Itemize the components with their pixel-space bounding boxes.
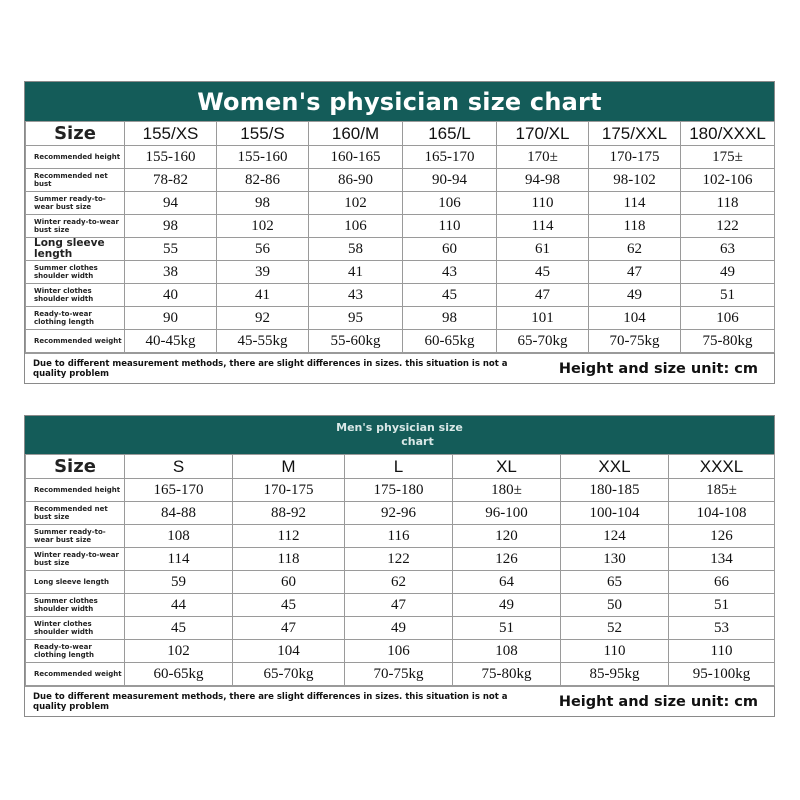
men-table-cell: 112: [233, 525, 345, 548]
women-table-cell: 55: [125, 238, 217, 261]
men-table-cell: 114: [125, 548, 233, 571]
men-size-col-header: M: [233, 455, 345, 479]
men-table-cell: 130: [561, 548, 669, 571]
women-table-cell: 49: [589, 284, 681, 307]
men-row-label: Winter clothes shoulder width: [26, 617, 125, 640]
men-table-row: [26, 548, 775, 571]
men-row-label: Recommended net bust size: [26, 502, 125, 525]
men-table-row: [26, 525, 775, 548]
women-table-cell: 63: [681, 238, 775, 261]
men-unit-label: Height and size unit: cm: [558, 693, 758, 710]
men-size-col-header: S: [125, 455, 233, 479]
men-table-cell: 88-92: [233, 502, 345, 525]
women-footer: [25, 353, 774, 383]
women-table-cell: 114: [497, 215, 589, 238]
women-table-row: [26, 284, 775, 307]
women-table-cell: 39: [217, 261, 309, 284]
women-table-cell: 45-55kg: [217, 330, 309, 353]
women-size-col-header: 170/XL: [497, 122, 589, 146]
women-table-cell: 47: [497, 284, 589, 307]
women-table-cell: 155-160: [217, 146, 309, 169]
women-size-col-header: 180/XXXL: [681, 122, 775, 146]
men-table-cell: 120: [453, 525, 561, 548]
women-row-label: Long sleeve length: [26, 238, 125, 261]
women-table-cell: 122: [681, 215, 775, 238]
women-table-cell: 155-160: [125, 146, 217, 169]
women-size-chart: [24, 81, 775, 384]
women-table-cell: 165-170: [403, 146, 497, 169]
women-table-cell: 106: [681, 307, 775, 330]
men-table-cell: 65-70kg: [233, 663, 345, 686]
women-table-cell: 49: [681, 261, 775, 284]
women-table-cell: 94: [125, 192, 217, 215]
women-table-cell: 45: [497, 261, 589, 284]
women-table-cell: 55-60kg: [309, 330, 403, 353]
men-size-chart: [24, 415, 775, 717]
men-table-cell: 65: [561, 571, 669, 594]
men-chart-title: [25, 416, 774, 454]
men-table-cell: 118: [233, 548, 345, 571]
women-footnote: Due to different measurement methods, there are slight differences in sizes. this situation is not a quality problem: [33, 358, 508, 379]
men-row-label: Recommended height: [26, 479, 125, 502]
men-table-cell: 124: [561, 525, 669, 548]
women-table-cell: 56: [217, 238, 309, 261]
women-row-label: Winter clothes shoulder width: [26, 284, 125, 307]
women-table-cell: 170±: [497, 146, 589, 169]
men-table-cell: 185±: [669, 479, 775, 502]
women-table-cell: 90: [125, 307, 217, 330]
women-table-row: [26, 146, 775, 169]
men-table-cell: 116: [345, 525, 453, 548]
men-size-table: [25, 454, 775, 686]
men-row-label: Recommended weight: [26, 663, 125, 686]
women-chart-title: Women's physician size chart: [25, 82, 774, 121]
men-table-cell: 104-108: [669, 502, 775, 525]
women-table-cell: 110: [403, 215, 497, 238]
men-table-row: [26, 594, 775, 617]
men-table-cell: 49: [453, 594, 561, 617]
men-table-cell: 52: [561, 617, 669, 640]
women-table-cell: 95: [309, 307, 403, 330]
men-table-cell: 84-88: [125, 502, 233, 525]
men-table-row: [26, 640, 775, 663]
men-footnote: Due to different measurement methods, there are slight differences in sizes. this situation is not a quality problem: [33, 691, 508, 712]
men-table-row: [26, 663, 775, 686]
women-row-label: Summer ready-to-wear bust size: [26, 192, 125, 215]
men-table-cell: 44: [125, 594, 233, 617]
women-table-cell: 175±: [681, 146, 775, 169]
men-table-cell: 51: [669, 594, 775, 617]
men-table-cell: 75-80kg: [453, 663, 561, 686]
men-size-col-header: L: [345, 455, 453, 479]
men-table-cell: 106: [345, 640, 453, 663]
men-title-line2: chart: [401, 435, 434, 448]
women-table-cell: 47: [589, 261, 681, 284]
women-table-cell: 102: [217, 215, 309, 238]
men-table-cell: 92-96: [345, 502, 453, 525]
men-size-header: Size: [26, 455, 125, 479]
women-table-cell: 70-75kg: [589, 330, 681, 353]
women-size-col-header: 155/S: [217, 122, 309, 146]
women-table-cell: 78-82: [125, 169, 217, 192]
women-row-label: Recommended weight: [26, 330, 125, 353]
men-table-cell: 165-170: [125, 479, 233, 502]
women-unit-label: Height and size unit: cm: [558, 360, 758, 377]
women-table-cell: 82-86: [217, 169, 309, 192]
men-table-cell: 110: [669, 640, 775, 663]
men-row-label: Long sleeve length: [26, 571, 125, 594]
women-size-col-header: 175/XXL: [589, 122, 681, 146]
men-table-cell: 100-104: [561, 502, 669, 525]
women-table-cell: 94-98: [497, 169, 589, 192]
men-table-cell: 122: [345, 548, 453, 571]
men-table-cell: 96-100: [453, 502, 561, 525]
women-header-row: [26, 122, 775, 146]
men-table-cell: 60: [233, 571, 345, 594]
women-table-cell: 160-165: [309, 146, 403, 169]
women-row-label: Recommended height: [26, 146, 125, 169]
women-table-cell: 40: [125, 284, 217, 307]
men-table-row: [26, 617, 775, 640]
men-table-cell: 45: [233, 594, 345, 617]
men-size-col-header: XXXL: [669, 455, 775, 479]
men-row-label: Summer ready-to-wear bust size: [26, 525, 125, 548]
men-table-cell: 53: [669, 617, 775, 640]
men-table-cell: 108: [453, 640, 561, 663]
women-table-cell: 40-45kg: [125, 330, 217, 353]
men-table-cell: 85-95kg: [561, 663, 669, 686]
men-table-cell: 180-185: [561, 479, 669, 502]
women-table-cell: 62: [589, 238, 681, 261]
women-size-header: Size: [26, 122, 125, 146]
men-table-cell: 175-180: [345, 479, 453, 502]
women-table-cell: 38: [125, 261, 217, 284]
women-table-row: [26, 192, 775, 215]
women-table-cell: 75-80kg: [681, 330, 775, 353]
men-table-cell: 49: [345, 617, 453, 640]
women-table-cell: 106: [309, 215, 403, 238]
women-table-cell: 92: [217, 307, 309, 330]
men-footer: [25, 686, 774, 716]
women-table-cell: 98: [125, 215, 217, 238]
women-row-label: Summer clothes shoulder width: [26, 261, 125, 284]
women-table-cell: 114: [589, 192, 681, 215]
women-table-cell: 101: [497, 307, 589, 330]
women-size-table: [25, 121, 775, 353]
women-table-cell: 118: [681, 192, 775, 215]
women-table-cell: 90-94: [403, 169, 497, 192]
men-row-label: Winter ready-to-wear bust size: [26, 548, 125, 571]
women-table-cell: 106: [403, 192, 497, 215]
women-table-cell: 41: [309, 261, 403, 284]
women-table-cell: 65-70kg: [497, 330, 589, 353]
women-table-cell: 110: [497, 192, 589, 215]
women-table-row: [26, 330, 775, 353]
women-table-row: [26, 169, 775, 192]
men-table-cell: 95-100kg: [669, 663, 775, 686]
men-size-col-header: XXL: [561, 455, 669, 479]
men-row-label: Ready-to-wear clothing length: [26, 640, 125, 663]
women-table-cell: 58: [309, 238, 403, 261]
men-table-cell: 70-75kg: [345, 663, 453, 686]
women-row-label: Ready-to-wear clothing length: [26, 307, 125, 330]
men-table-cell: 64: [453, 571, 561, 594]
men-table-cell: 47: [345, 594, 453, 617]
men-table-row: [26, 479, 775, 502]
women-table-cell: 43: [309, 284, 403, 307]
men-title-line1: Men's physician size: [336, 421, 463, 434]
women-table-cell: 170-175: [589, 146, 681, 169]
women-table-cell: 86-90: [309, 169, 403, 192]
men-table-cell: 45: [125, 617, 233, 640]
men-row-label: Summer clothes shoulder width: [26, 594, 125, 617]
men-table-cell: 51: [453, 617, 561, 640]
women-size-col-header: 160/M: [309, 122, 403, 146]
women-table-cell: 60-65kg: [403, 330, 497, 353]
men-table-cell: 104: [233, 640, 345, 663]
women-table-cell: 98: [217, 192, 309, 215]
men-table-cell: 102: [125, 640, 233, 663]
men-table-row: [26, 571, 775, 594]
men-table-cell: 59: [125, 571, 233, 594]
men-table-cell: 134: [669, 548, 775, 571]
men-size-col-header: XL: [453, 455, 561, 479]
women-table-cell: 118: [589, 215, 681, 238]
women-table-cell: 104: [589, 307, 681, 330]
women-row-label: Winter ready-to-wear bust size: [26, 215, 125, 238]
women-row-label: Recommended net bust: [26, 169, 125, 192]
men-table-cell: 110: [561, 640, 669, 663]
women-table-cell: 98: [403, 307, 497, 330]
women-table-cell: 102: [309, 192, 403, 215]
women-table-cell: 61: [497, 238, 589, 261]
men-table-cell: 62: [345, 571, 453, 594]
women-table-row: [26, 238, 775, 261]
men-header-row: [26, 455, 775, 479]
men-table-cell: 108: [125, 525, 233, 548]
men-table-cell: 170-175: [233, 479, 345, 502]
women-size-col-header: 155/XS: [125, 122, 217, 146]
men-table-cell: 180±: [453, 479, 561, 502]
men-table-cell: 126: [453, 548, 561, 571]
women-table-cell: 45: [403, 284, 497, 307]
women-table-row: [26, 261, 775, 284]
women-table-cell: 98-102: [589, 169, 681, 192]
men-table-cell: 47: [233, 617, 345, 640]
men-table-cell: 60-65kg: [125, 663, 233, 686]
women-table-cell: 43: [403, 261, 497, 284]
women-table-row: [26, 307, 775, 330]
women-size-col-header: 165/L: [403, 122, 497, 146]
men-table-row: [26, 502, 775, 525]
women-table-cell: 102-106: [681, 169, 775, 192]
women-table-cell: 51: [681, 284, 775, 307]
women-table-cell: 60: [403, 238, 497, 261]
men-table-cell: 66: [669, 571, 775, 594]
men-table-cell: 126: [669, 525, 775, 548]
women-table-row: [26, 215, 775, 238]
men-table-cell: 50: [561, 594, 669, 617]
women-table-cell: 41: [217, 284, 309, 307]
